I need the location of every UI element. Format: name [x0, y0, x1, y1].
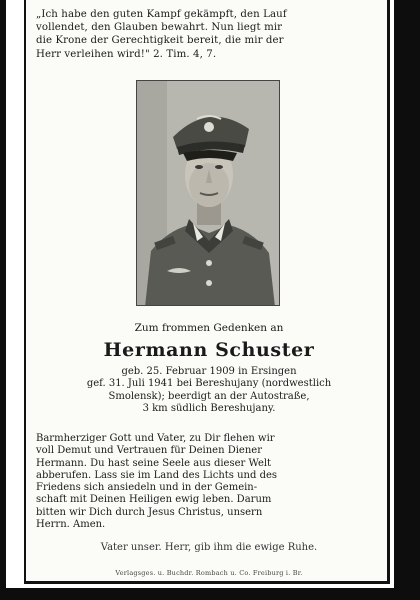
verse-line: Herr verleihen wird!" 2. Tim. 4, 7.: [36, 48, 217, 60]
prayer-line: voll Demut und Vertrauen für Deinen Diener: [36, 445, 262, 457]
bio-line: Smolensk); beerdigt an der Autostraße,: [108, 390, 310, 402]
scan-edge-right: [394, 0, 420, 600]
bio-line: 3 km südlich Bereshujany.: [142, 403, 276, 415]
bible-verse: [36, 8, 382, 61]
verse-line: „Ich habe den guten Kampf gekämpft, den Lauf: [36, 9, 287, 20]
deceased-name: Hermann Schuster: [103, 339, 315, 361]
birth-death-details: [36, 366, 382, 416]
prayer-line: Hermann. Du hast seine Seele aus dieser Welt: [36, 457, 272, 469]
prayer-line: abberufen. Lass sie im Land des Lichts und des: [36, 469, 278, 481]
scan-edge-bottom: [0, 588, 420, 600]
closing-prayer: Vater unser. Herr, gib ihm die ewige Ruhe.: [100, 542, 318, 553]
prayer-text: [36, 433, 382, 531]
verse-line: die Krone der Gerechtigkeit bereit, die mir der: [36, 35, 284, 47]
soldier-portrait-photo: [136, 80, 280, 306]
scan-edge-left: [0, 0, 6, 600]
bio-line: geb. 25. Februar 1909 in Ersingen: [121, 366, 297, 377]
prayer-line: schaft mit Deinen Heiligen ewig leben. Darum: [36, 494, 272, 506]
portrait-illustration: [137, 81, 280, 306]
prayer-line: Barmherziger Gott und Vater, zu Dir flehen wir: [36, 433, 275, 444]
dedication-line: Zum frommen Gedenken an: [134, 322, 284, 334]
prayer-line: Friedens sich ansiedeln und in der Gemein-: [36, 482, 258, 494]
bio-line: gef. 31. Juli 1941 bei Bereshujany (nordwestlich: [86, 378, 332, 390]
verse-line: vollendet, den Glauben bewahrt. Nun liegt mir: [36, 22, 283, 34]
printer-imprint: Verlagsges. u. Buchdr. Rombach u. Co. Freiburg i. Br.: [115, 569, 303, 577]
prayer-line: bitten wir Dich durch Jesus Christus, unsern: [36, 506, 263, 518]
prayer-line: Herrn. Amen.: [36, 519, 106, 531]
